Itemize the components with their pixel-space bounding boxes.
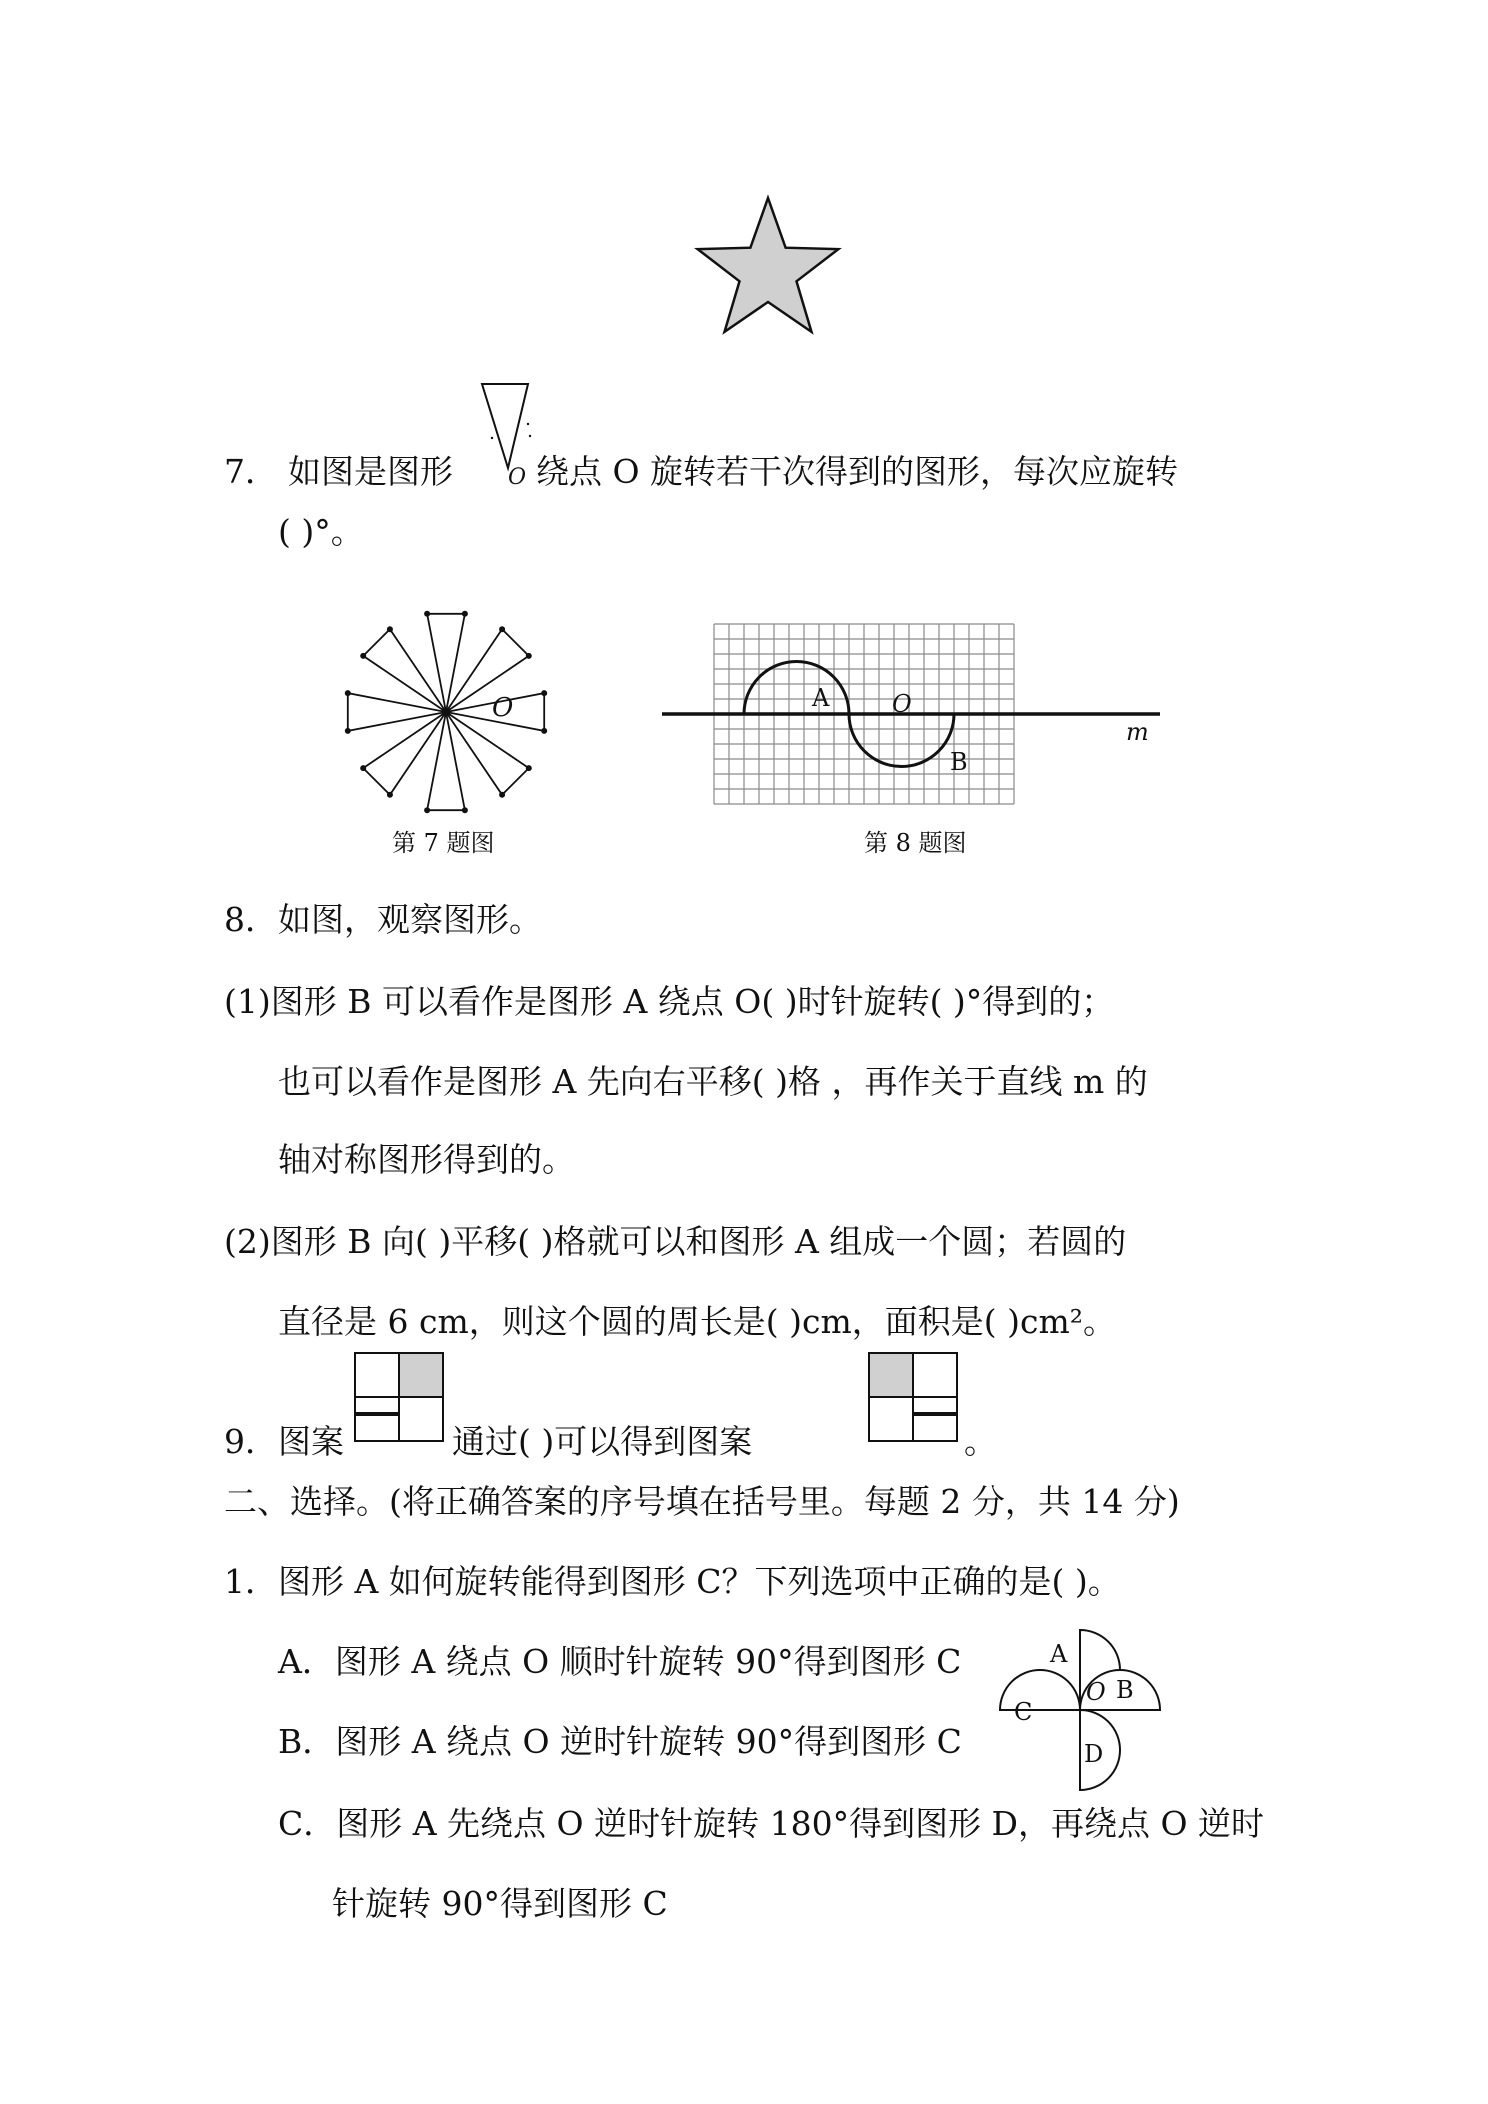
s2q1-option-c-line2: 针旋转 90°得到图形 C	[332, 1884, 668, 1923]
q8-part1-line3: 轴对称图形得到的。	[278, 1140, 575, 1179]
q9-end-text: 。	[964, 1422, 997, 1461]
fig7-vertex-dot	[499, 792, 505, 798]
fig7-vertex-dot	[345, 690, 351, 696]
fig8-o-label: O	[892, 690, 912, 718]
q9-number-text: 9．图案	[224, 1422, 344, 1461]
fig7-vertex-dot	[387, 626, 393, 632]
q8-grid-figure	[660, 618, 1180, 818]
s2q1-option-b: B．图形 A 绕点 O 逆时针旋转 90°得到图形 C	[278, 1722, 962, 1761]
q7-rotation-figure	[326, 602, 586, 842]
pinwheel-label-c: C	[1014, 1698, 1033, 1726]
fig7-vertex-dot	[541, 728, 547, 734]
pinwheel-label-o: O	[1086, 1678, 1106, 1706]
fig7-vertex-dot	[526, 765, 532, 771]
q9-pattern-after	[868, 1352, 960, 1444]
q7-suffix-text: 绕点 O 旋转若干次得到的图形，每次应旋转	[536, 452, 1179, 491]
s2q1-stem: 1．图形 A 如何旋转能得到图形 C？下列选项中正确的是( )。	[224, 1562, 1121, 1601]
fig7-vertex-dot	[424, 807, 430, 813]
fig7-triangle-5	[427, 712, 465, 810]
q7-number: 7．	[224, 452, 278, 491]
q8-part1-line2: 也可以看作是图形 A 先向右平移( )格 ，再作关于直线 m 的	[278, 1062, 1148, 1101]
fig8-a-label: A	[812, 684, 830, 712]
q7-prefix-text: 如图是图形	[288, 452, 453, 491]
q7-inline-o-label: O	[508, 465, 527, 490]
pinwheel-label-a: A	[1050, 1640, 1068, 1668]
fig7-triangle-1	[427, 614, 465, 712]
fig7-triangle-2	[446, 629, 529, 712]
fig7-vertex-dot	[360, 765, 366, 771]
fig7-triangle-7	[348, 693, 446, 731]
q8-part2-line1: (2)图形 B 向( )平移( )格就可以和图形 A 组成一个圆；若圆的	[224, 1222, 1127, 1261]
fig7-vertex-dot	[424, 611, 430, 617]
fig7-triangle-6	[363, 712, 446, 795]
fig7-vertex-dot	[499, 626, 505, 632]
star-shape	[698, 198, 839, 332]
s2q1-option-a: A．图形 A 绕点 O 顺时针旋转 90°得到图形 C	[278, 1642, 962, 1681]
q9-middle-text: 通过( )可以得到图案	[452, 1422, 753, 1461]
pinwheel-label-d: D	[1084, 1740, 1104, 1768]
fig7-vertex-dot	[526, 653, 532, 659]
fig7-vertex-dot	[462, 611, 468, 617]
pinwheel-label-b: B	[1116, 1676, 1134, 1704]
fig7-vertex-dot	[360, 653, 366, 659]
section2-title: 二、选择。(将正确答案的序号填在括号里。每题 2 分，共 14 分)	[224, 1482, 1180, 1521]
q8-part1-line1: (1)图形 B 可以看作是图形 A 绕点 O( )时针旋转( )°得到的；	[224, 982, 1115, 1021]
q8-part2-line2: 直径是 6 cm，则这个圆的周长是( )cm，面积是( )cm²。	[278, 1302, 1117, 1341]
q7-answer-line: ( )°。	[278, 512, 364, 551]
fig7-triangle-4	[446, 712, 529, 795]
fig7-caption: 第 7 题图	[392, 829, 495, 857]
fig7-vertex-dot	[462, 807, 468, 813]
fig7-vertex-dot	[345, 728, 351, 734]
fig7-vertex-dot	[387, 792, 393, 798]
s2q1-option-c-line1: C．图形 A 先绕点 O 逆时针旋转 180°得到图形 D，再绕点 O 逆时	[278, 1804, 1265, 1843]
q8-stem: 8．如图，观察图形。	[224, 900, 542, 939]
fig7-vertex-dot	[541, 690, 547, 696]
fig8-caption: 第 8 题图	[864, 829, 967, 857]
fig7-triangle-8	[363, 629, 446, 712]
fig7-o-label: O	[492, 693, 514, 723]
fig8-m-label: m	[1126, 718, 1149, 746]
q9-pattern-before	[354, 1352, 446, 1444]
fig8-b-label: B	[950, 748, 968, 776]
